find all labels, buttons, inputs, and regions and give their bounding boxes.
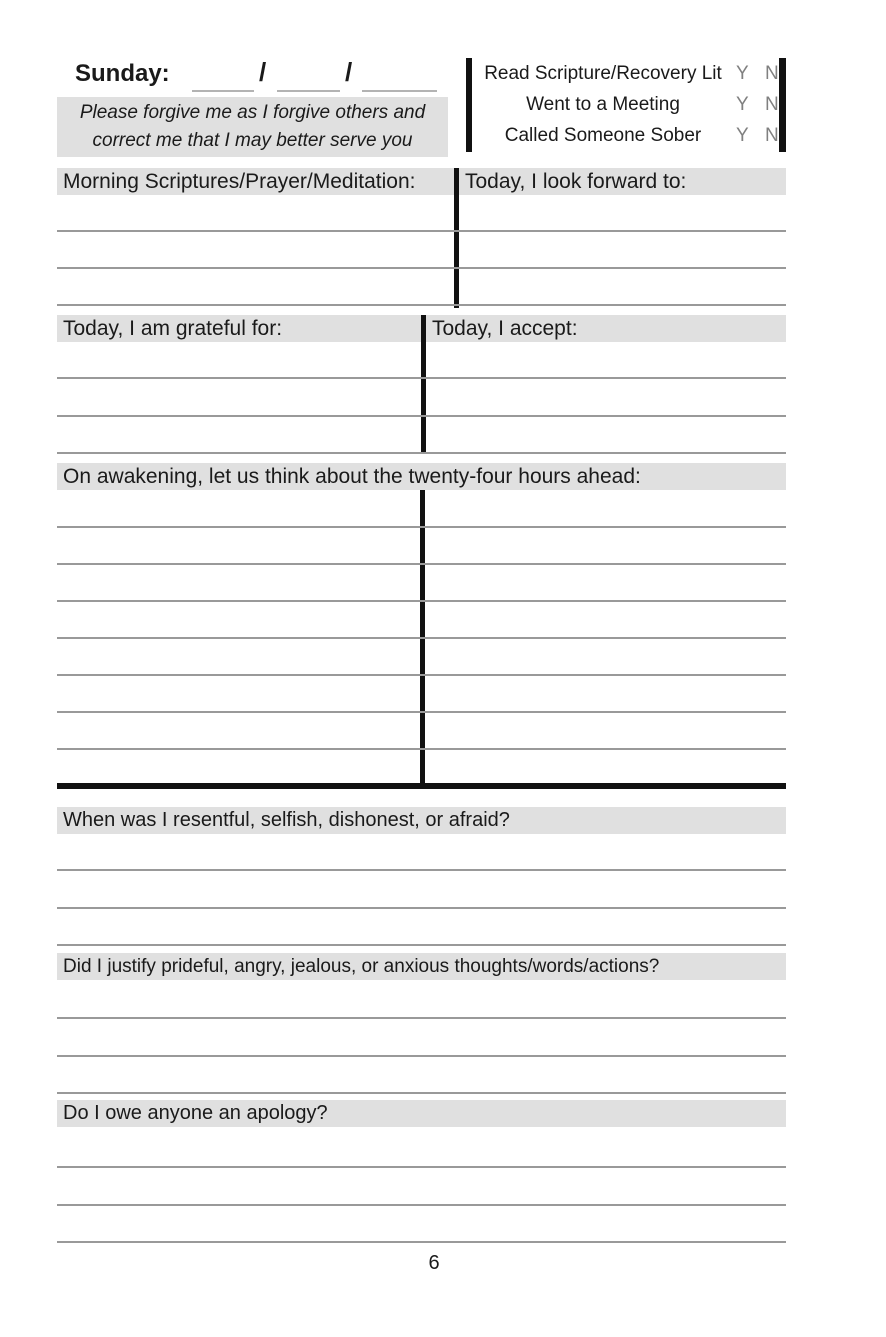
writing-line[interactable] (57, 711, 786, 713)
writing-line[interactable] (57, 563, 786, 565)
checklist-item-label: Called Someone Sober (504, 125, 702, 146)
section-header-look-forward: Today, I look forward to: (459, 168, 786, 195)
writing-line[interactable] (57, 600, 786, 602)
checklist-yes-option[interactable]: Y (736, 125, 749, 146)
date-separator: / (345, 57, 353, 87)
checklist-no-option[interactable]: N (765, 94, 779, 115)
checklist-yes-option[interactable]: Y (736, 94, 749, 115)
checklist-yes-option[interactable]: Y (736, 63, 749, 84)
writing-line[interactable] (57, 377, 786, 379)
section-header-accept: Today, I accept: (426, 315, 786, 342)
section-header-resentful: When was I resentful, selfish, dishonest, or afraid? (57, 807, 786, 834)
checklist-left-bar (466, 58, 472, 152)
writing-line[interactable] (57, 267, 786, 269)
writing-line[interactable] (57, 526, 786, 528)
writing-line[interactable] (57, 415, 786, 417)
quote-line-1: Please forgive me as I forgive others and (79, 102, 426, 123)
writing-line[interactable] (57, 1166, 786, 1168)
checklist-item-label: Went to a Meeting (526, 94, 680, 115)
section-header-grateful: Today, I am grateful for: (57, 315, 421, 342)
writing-line[interactable] (57, 452, 786, 454)
date-separator: / (259, 57, 267, 87)
daily-prayer-quote (57, 97, 448, 157)
writing-line[interactable] (57, 637, 786, 639)
checklist-item-label: Read Scripture/Recovery Lit (484, 63, 722, 84)
checklist-row-read-scripture (477, 61, 777, 87)
column-divider (421, 315, 426, 454)
section-divider-rule (57, 783, 786, 789)
writing-line[interactable] (57, 748, 786, 750)
date-year-blank[interactable] (362, 64, 437, 92)
writing-line[interactable] (57, 1017, 786, 1019)
writing-line[interactable] (57, 304, 786, 306)
writing-line[interactable] (57, 944, 786, 946)
section-header-justify: Did I justify prideful, angry, jealous, or anxious thoughts/words/actions? (57, 953, 786, 980)
section-header-apology: Do I owe anyone an apology? (57, 1100, 786, 1127)
writing-line[interactable] (57, 1092, 786, 1094)
section-header-morning-scriptures: Morning Scriptures/Prayer/Meditation: (57, 168, 454, 195)
column-divider (454, 168, 459, 308)
writing-line[interactable] (57, 674, 786, 676)
writing-line[interactable] (57, 869, 786, 871)
checklist-no-option[interactable]: N (765, 125, 779, 146)
checklist-right-bar (779, 58, 786, 152)
writing-line[interactable] (57, 1241, 786, 1243)
day-label: Sunday: (75, 60, 170, 87)
writing-line[interactable] (57, 1055, 786, 1057)
writing-line[interactable] (57, 907, 786, 909)
writing-line[interactable] (57, 230, 786, 232)
writing-line[interactable] (57, 1204, 786, 1206)
section-header-awakening: On awakening, let us think about the twenty-four hours ahead: (57, 463, 786, 490)
checklist-no-option[interactable]: N (765, 63, 779, 84)
page-number: 6 (428, 1252, 440, 1274)
date-month-blank[interactable] (192, 64, 254, 92)
date-day-blank[interactable] (277, 64, 340, 92)
checklist-row-called-sober (477, 123, 777, 149)
quote-line-2: correct me that I may better serve you (92, 130, 413, 151)
checklist-row-meeting (477, 92, 777, 118)
